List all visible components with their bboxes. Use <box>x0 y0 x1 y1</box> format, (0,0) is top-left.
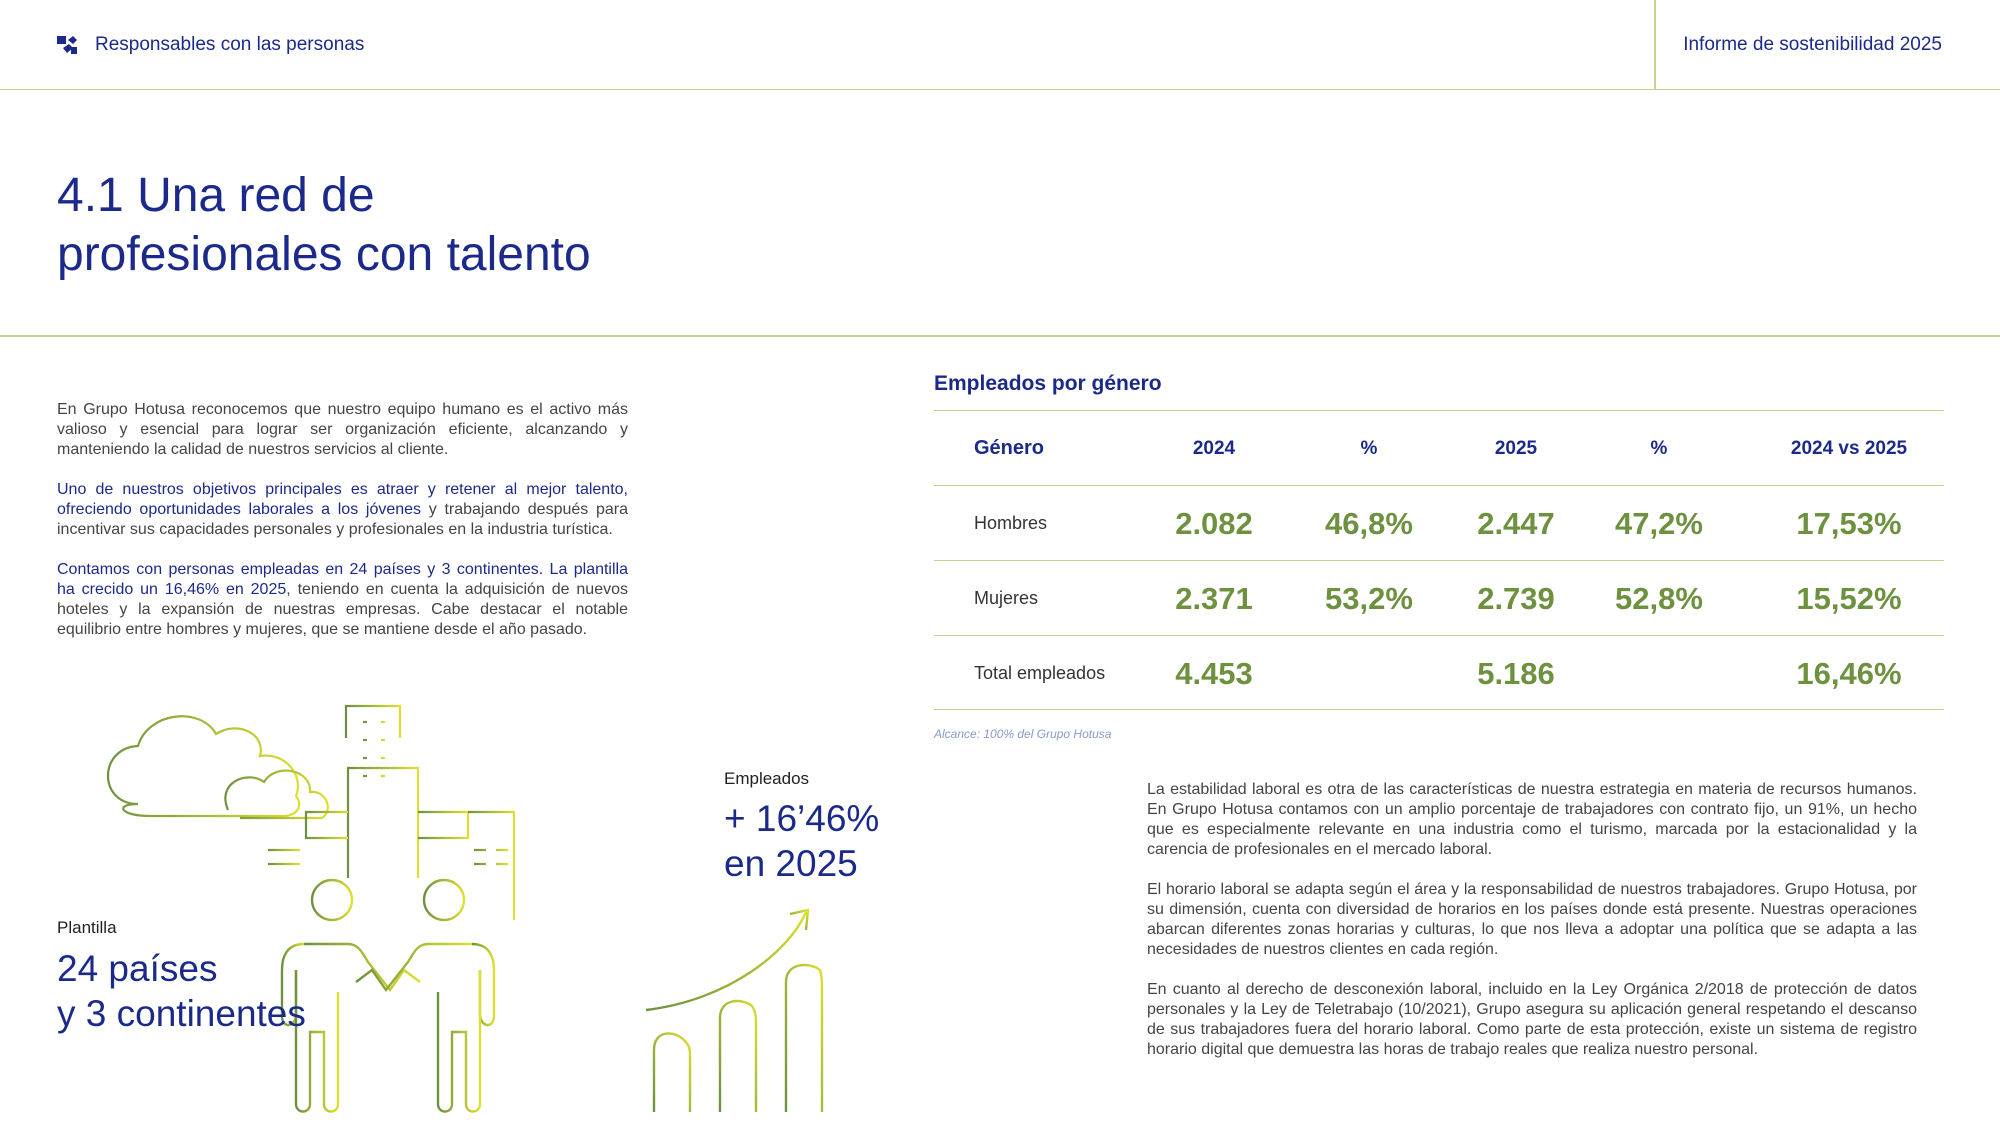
header-divider <box>1654 0 1656 90</box>
header-section-title: Responsables con las personas <box>95 34 365 55</box>
table-cell: 2.447 <box>1477 505 1555 541</box>
table-cell: 16,46% <box>1796 655 1902 691</box>
table-row-label: Hombres <box>974 513 1048 533</box>
table-cell <box>1304 636 1434 711</box>
title-divider <box>0 335 2000 337</box>
page-title <box>57 166 591 284</box>
intro-paragraph-3 <box>57 560 628 640</box>
empleados-line1: + 16’46% <box>724 798 880 839</box>
intro-highlight-3: Contamos con personas empleadas en 24 países y 3 continentes. La plantilla ha crecido un 16,46% en 2025 <box>57 561 628 598</box>
growth-arrow-icon <box>646 910 808 1010</box>
body-paragraph-3: En cuanto al derecho de desconexión laboral, incluido en la Ley Orgánica 2/2018 de protección de datos personales y la Ley de Teletrabajo (10/2021), Grupo asegura su aplicación general respetando el descanso de sus trabajadores fuera del horario laboral. Como parte de esta protección, existe un sistema de registro horario digital que demuestra las horas de trabajo reales que realiza nuestro personal. <box>1147 981 1917 1058</box>
plantilla-line1: 24 países <box>57 948 218 989</box>
intro-paragraph-1: En Grupo Hotusa reconocemos que nuestro equipo humano es el activo más valioso y esencial para lograr ser organización eficiente, alcanzando y manteniendo la calidad de nuestros servicios al cliente. <box>57 401 628 458</box>
plantilla-label: Plantilla <box>57 918 117 937</box>
table-cell: 46,8% <box>1325 505 1413 541</box>
table-cell: 52,8% <box>1615 580 1703 616</box>
table-cell: 17,53% <box>1796 505 1902 541</box>
page-title-line1: 4.1 Una red de <box>57 169 375 222</box>
plantilla-line2: y 3 continentes <box>57 993 306 1034</box>
body-paragraph-1: La estabilidad laboral es otra de las características de nuestra estrategia en materia de recursos humanos. En Grupo Hotusa contamos con un amplio porcentaje de trabajadores con contrato fijo, un 91%, un hecho que es especialmente relevante en una industria como el turismo, marcada por la estacionalidad y la carencia de profesionales en el mercado laboral. <box>1147 781 1917 858</box>
intro-paragraph-2 <box>57 480 628 540</box>
table-header-cell: % <box>1360 437 1378 459</box>
body-paragraph-2: El horario laboral se adapta según el área y la responsabilidad de nuestros trabajadores. Grupo Hotusa, por su dimensión, cuenta con diversidad de horarios en los países donde está presente. Nuestras operaciones abarcan diferentes zonas horarias y culturas, lo que nos lleva a adoptar una política que se adapta a las necesidades de nuestros clientes en cada región. <box>1147 881 1917 958</box>
intro-text <box>57 400 628 660</box>
table-row <box>934 635 1944 710</box>
table-cell: 53,2% <box>1325 580 1413 616</box>
table-cell: 15,52% <box>1796 580 1902 616</box>
table-cell <box>1594 636 1724 711</box>
bar-chart-icon <box>654 965 822 1112</box>
table-cell: 5.186 <box>1477 655 1555 691</box>
table-header-cell: Género <box>974 437 1045 459</box>
table-header-row <box>934 410 1944 485</box>
table-row-label: Mujeres <box>974 588 1039 608</box>
employees-by-gender-table <box>934 410 1944 710</box>
empleados-line2: en 2025 <box>724 843 858 884</box>
table-row <box>934 560 1944 635</box>
intro-rest-2: y trabajando después para incentivar sus capacidades personales y profesionales en la industria turística. <box>57 501 628 538</box>
team-illustration <box>90 700 870 1120</box>
table-cell: 2.082 <box>1175 505 1253 541</box>
table-cell: 4.453 <box>1175 655 1253 691</box>
table-header-cell: 2024 <box>1192 437 1236 459</box>
table-header-cell: 2024 vs 2025 <box>1790 437 1908 459</box>
table-row-label: Total empleados <box>974 663 1106 683</box>
table-header-cell: 2025 <box>1494 437 1538 459</box>
brand-logo-icon <box>57 36 77 54</box>
empleados-value <box>724 796 879 886</box>
intro-highlight-2: Uno de nuestros objetivos principales es atraer y retener al mejor talento, ofreciendo oportunidades laborales a los jóvenes <box>57 481 628 518</box>
empleados-label: Empleados <box>724 769 810 788</box>
table-title: Empleados por género <box>934 372 1162 395</box>
table-cell: 47,2% <box>1615 505 1703 541</box>
handshake-icon <box>282 880 494 1112</box>
plantilla-value <box>57 946 306 1036</box>
table-cell: 2.739 <box>1477 580 1555 616</box>
body-text <box>1147 780 1917 1080</box>
cloud-icon <box>108 716 328 818</box>
table-row <box>934 485 1944 560</box>
table-cell: 2.371 <box>1175 580 1253 616</box>
intro-rest-3: , teniendo en cuenta la adquisición de nuevos hoteles y la expansión de nuestras empresas. Cabe destacar el notable equilibrio entre hombres y mujeres, que se mantiene desde el año pasado. <box>57 581 628 638</box>
header-report-title: Informe de sostenibilidad 2025 <box>1683 34 1942 55</box>
page-header <box>0 0 2000 90</box>
page-title-line2: profesionales con talento <box>57 228 591 281</box>
table-header-cell: % <box>1650 437 1668 459</box>
table-scope-note: Alcance: 100% del Grupo Hotusa <box>934 727 1112 741</box>
